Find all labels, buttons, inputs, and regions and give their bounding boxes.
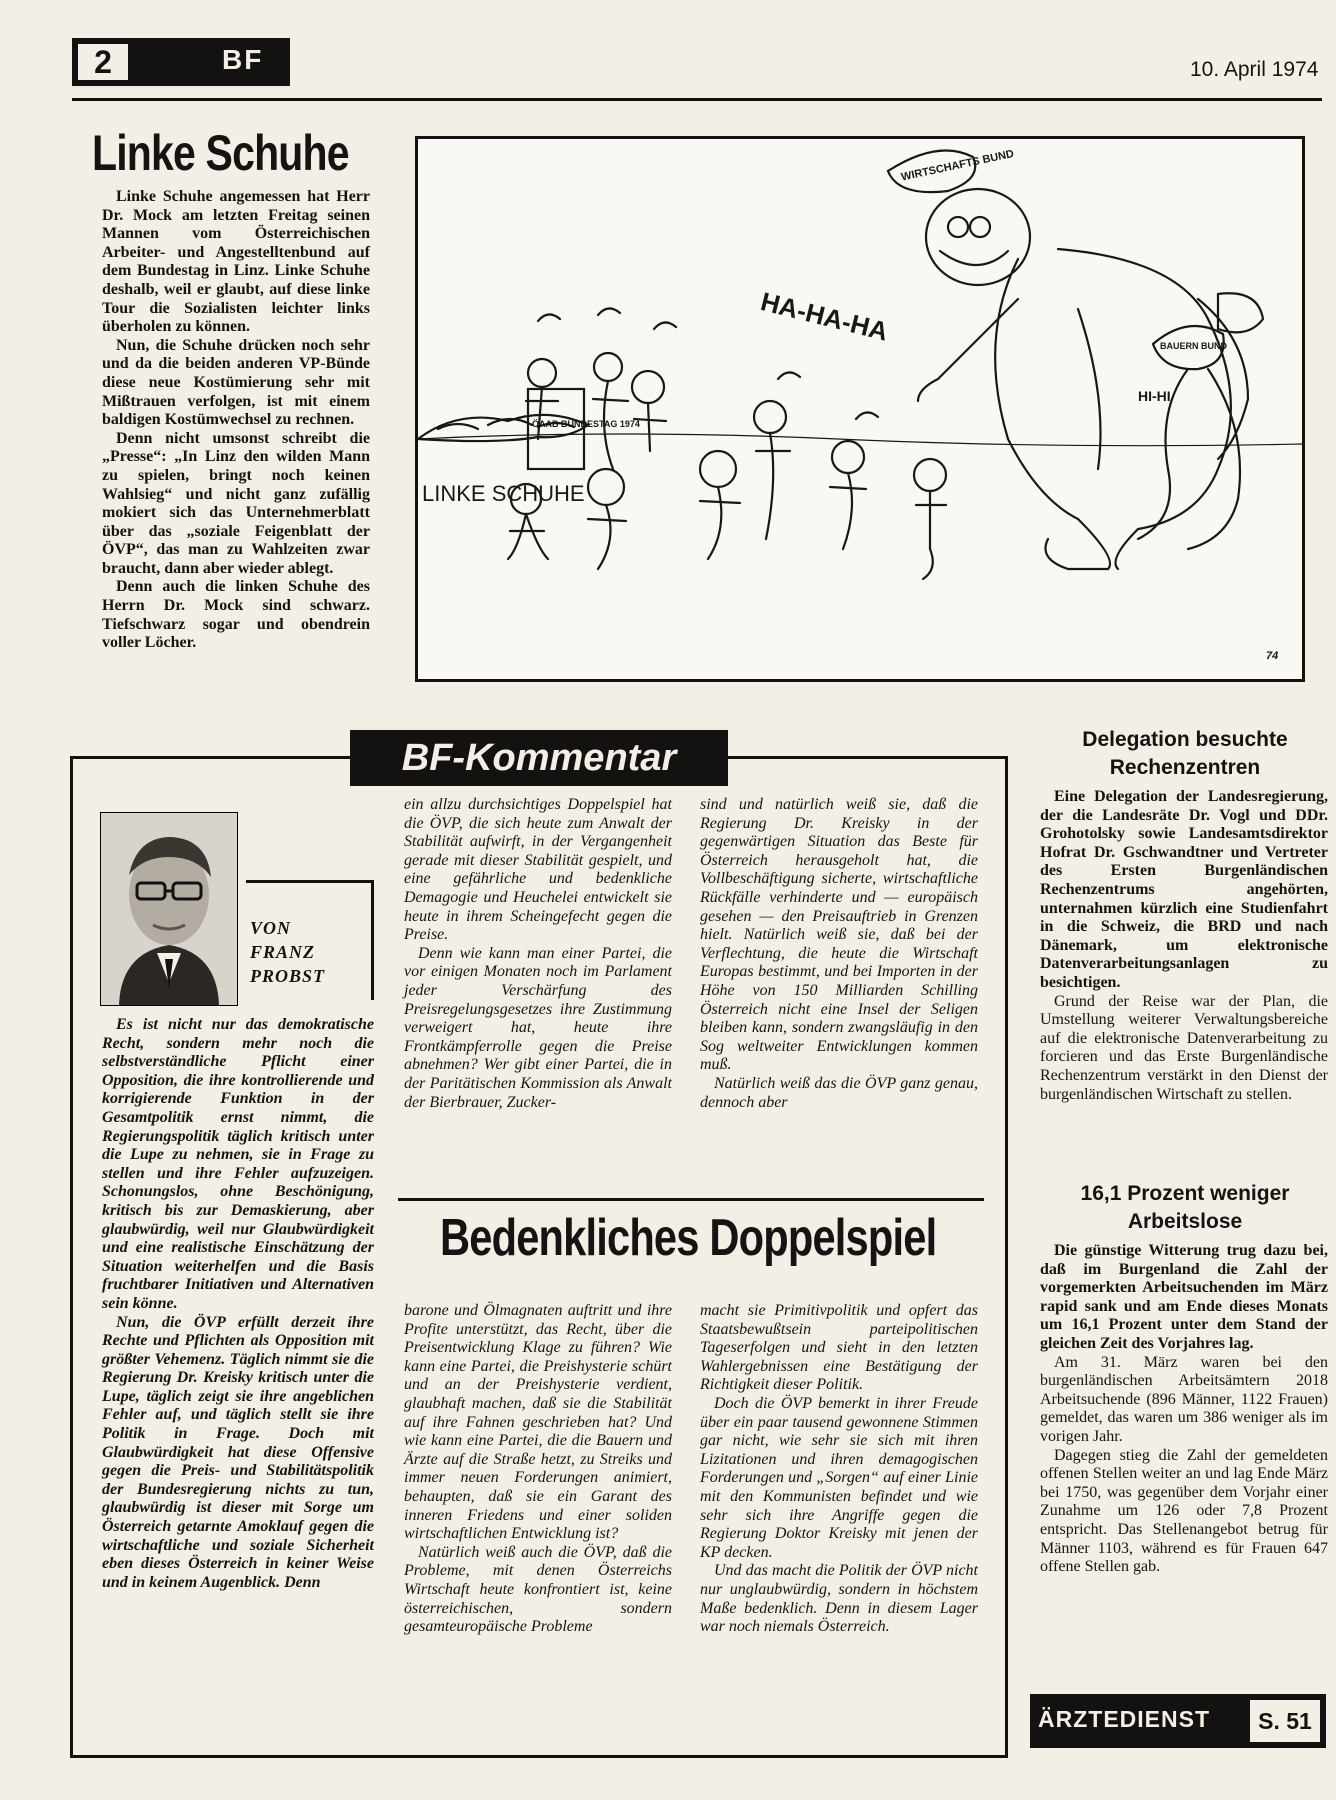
- byline: [250, 916, 325, 988]
- commentary-label: BF-Kommentar: [350, 730, 728, 786]
- byline-line: FRANZ: [250, 942, 316, 962]
- commentary-paragraph: Natürlich weiß das die ÖVP ganz genau, dennoch aber: [700, 1074, 978, 1111]
- commentary-column-3-lower: [700, 1302, 978, 1637]
- commentary-paragraph: Nun, die ÖVP erfüllt derzeit ihre Rechte und Pflichten als Opposition mit größter Vehemenz. Täglich nimmt sie die Regierung Dr. Kreisky kritisch unter die Lupe, täglich zeigt sie ihre angeblichen Fehler auf, und täglich stellt sie ihre Politik in Frage. Doch mit Glaubwürdigkeit hat diese Offensive gegen die Preis- und Stabilitätspolitik der Bundesregierung nichts zu tun, glaubwürdig ist dieser mit Sorge um Österreich getarnte Amoklauf gegen die wirtschaftliche und soziale Sicherheit eben dieses Österreich in keiner Weise und in keinem Augenblick. Denn: [102, 1313, 374, 1591]
- byline-line: VON: [250, 918, 292, 938]
- commentary-column-2-lower: [404, 1302, 672, 1637]
- byline-line: PROBST: [250, 966, 326, 986]
- commentary-paragraph: macht sie Primitivpolitik und opfert das Staatsbewußtsein parteipolitischen Tageserfolgen und sieht in den letzten Wahlergebnissen eine Bestätigung der Richtigkeit dieser Politik.: [700, 1302, 978, 1394]
- cartoon-caption: LINKE SCHUHE: [422, 481, 585, 506]
- cartoon-signature: 74: [1266, 650, 1279, 662]
- cartoon-hi-text: HI-HI: [1138, 388, 1171, 404]
- commentary-column-1: [102, 1016, 374, 1592]
- subtitle-rule: [398, 1198, 984, 1201]
- left-article-paragraph: Denn auch die linken Schuhe des Herrn Dr. Mock sind schwarz. Tiefschwarz sogar und obendrein voller Löcher.: [102, 578, 370, 652]
- left-article-paragraph: Denn nicht umsonst schreibt die „Presse“: „In Linz den wilden Mann zu spielen, bringt noch keinen Wahlsieg“ und nicht ganz zufällig mokiert sich das Unternehmerblatt über das „soziale Feigenblatt der ÖVP“, das man zu Wahlzeiten zwar braucht, dann aber wieder ablegt.: [102, 429, 370, 577]
- cartoon-crate-label: ÖAAB BUNDESTAG 1974: [532, 419, 640, 429]
- footer-page-reference: S. 51: [1248, 1698, 1322, 1744]
- left-article-body: [102, 188, 370, 653]
- commentary-paragraph: Natürlich weiß auch die ÖVP, daß die Probleme, mit denen Österreichs Wirtschaft heute konfrontiert ist, keine österreichischen, sondern gesamteuropäische Probleme: [404, 1543, 672, 1636]
- right-article-2-paragraph: Dagegen stieg die Zahl der gemeldeten offenen Stellen weiter an und lag Ende März bei 1750, was gegenüber dem Vorjahr einer Zunahme um 126 oder 7,8 Prozent entspricht. Das Stellenangebot betrug für Männer 1103, während es für Frauen 647 offene Stellen gab.: [1040, 1446, 1328, 1576]
- right-article-2-lead: Die günstige Witterung trug dazu bei, daß im Burgenland die Zahl der vorgemerkten Arbeitsuchenden im März rapid sank und am Ende dieses Monats um 16,1 Prozent unter dem Stand der gleichen Zeit des Vorjahres lag.: [1040, 1242, 1328, 1352]
- political-cartoon: [415, 136, 1305, 682]
- page-number: 2: [76, 42, 130, 82]
- commentary-column-3: [700, 796, 978, 1112]
- right-article-1-title: Delegation besuchte Rechenzentren: [1082, 728, 1288, 779]
- commentary-paragraph: Denn wie kann man einer Partei, die vor einigen Monaten noch im Parlament jeder Verschärfung des Preisregelungsgesetzes ihre Zustimmung verweigert hat, heute ihre Frontkämpferrolle gegen die Preise abnehmen? Wer gibt einer Partei, die in der Paritätischen Kommission als Anwalt der Bierbrauer, Zucker-: [404, 944, 672, 1111]
- cartoon-drawing: [418, 139, 1302, 679]
- commentary-paragraph: Es ist nicht nur das demokratische Recht, sondern mehr noch die selbstverständliche Pflicht einer Opposition, die ihre kontrollierende und korrigierende Funktion in der Gesamtpolitik ernst nimmt, die Regierungspolitik täglich kritisch unter die Lupe zu nehmen, sie in Frage zu stellen und ihre Fehler aufzuzeigen. Schonungslos, ohne Beschönigung, kritisch bis zur Demaskierung, aber glaubwürdig, weil nur Glaubwürdigkeit und eine realistische Einschätzung der Situation weiterhelfen und die Basis fruchtbarer Initiativen und Alternativen sein könne.: [102, 1016, 374, 1312]
- commentary-paragraph: Und das macht die Politik der ÖVP nicht nur unglaubwürdig, sondern in höchstem Maße bedenklich. Denn in diesem Lager war noch niemals Österreich.: [700, 1562, 978, 1636]
- header-rule: [72, 98, 1322, 101]
- commentary-column-2: [404, 796, 672, 1112]
- left-article-paragraph: Linke Schuhe angemessen hat Herr Dr. Mock am letzten Freitag seinen Mannen vom Österreichischen Arbeiter- und Angestelltenbund auf dem Bundestag in Linz. Linke Schuhe deshalb, weil er glaubt, auf diese linke Tour die Sozialisten leichter links überholen zu können.: [102, 188, 370, 336]
- author-portrait: [100, 812, 238, 1006]
- right-article-2-title: 16,1 Prozent weniger Arbeitslose: [1080, 1182, 1290, 1233]
- right-article-1-lead: Eine Delegation der Landesregierung, der die Landesräte Dr. Vogl und DDr. Grohotolsky sowie Landesamtsdirektor Hofrat Dr. Gschwandtner und Vertreter des Ersten Burgenländischen Rechenzentrums angehörten, unternahmen kürzlich eine Studienfahrt in die Schweiz, die BRD und nach Dänemark, um elektronische Datenverarbeitungsanlagen zu besichtigen.: [1040, 788, 1328, 991]
- cartoon-hat-label: WIRTSCHAFTS BUND: [900, 147, 1016, 184]
- commentary-paragraph: sind und natürlich weiß sie, daß die Regierung Dr. Kreisky in der gegenwärtigen Situation das Beste für Österreich herausgeholt hat, die Vollbeschäftigung sicherte, wirtschaftliche Rückfälle verhinderte und — europäisch gesehen — den Preisauftrieb in Grenzen hielt. Natürlich weiß sie, daß bei der Verflechtung, die heute die Wirtschaft Europas bestimmt, und bei Importen in der Höhe von 150 Milliarden Schilling Österreich nicht eine Insel der Seligen bleiben kann, sondern zwangsläufig in den Sog weltweiter Entwicklungen kommen muß.: [700, 796, 978, 1074]
- commentary-subtitle: Bedenkliches Doppelspiel: [440, 1209, 937, 1267]
- issue-date: 10. April 1974: [1190, 58, 1319, 81]
- commentary-paragraph: ein allzu durchsichtiges Doppelspiel hat die ÖVP, die sich heute zum Anwalt der Stabilität aufwirft, in der Vergangenheit gerade mit dieser Stabilität gespielt, und eine gefährliche und bedenkliche Demagogie und Heuchelei entwickelt sie heute in ihrem Scheingefecht gegen die Preise.: [404, 796, 672, 944]
- cartoon-farmer-hat-label: BAUERN BUND: [1160, 341, 1227, 351]
- right-article-2-body: [1040, 1242, 1328, 1577]
- right-article-2-paragraph: Am 31. März waren bei den burgenländischen Arbeitsämtern 2018 Arbeitsuchende (896 Männer, 1122 Frauen) gemeldet, das waren um 386 weniger als im vorigen Jahr.: [1040, 1353, 1328, 1445]
- commentary-paragraph: Doch die ÖVP bemerkt in ihrer Freude über ein paar tausend gewonnene Stimmen gar nicht, wie sehr sie sich mit ihren Lizitationen und ihren demagogischen Forderungen und „Sorgen“ auf einer Linie mit den Kommunisten befindet und wie sehr sich ihre Angriffe gegen die Regierung Doktor Kreisky mit jenen der KP decken.: [700, 1394, 978, 1561]
- right-article-1-paragraph: Grund der Reise war der Plan, die Umstellung weiterer Verwaltungsbereiche auf die elektronische Datenverarbeitung zu forcieren und das Erste Burgenländische Rechenzentrum verstärkt in den Dienst der burgenländischen Wirtschaft zu stellen.: [1040, 992, 1328, 1103]
- right-article-1-body: [1040, 788, 1328, 1104]
- left-article-paragraph: Nun, die Schuhe drücken noch sehr und da die beiden anderen VP-Bünde diese neue Kostümierung sehr mit Mißtrauen verfolgen, ist mit einem baldigen Kostümwechsel zu rechnen.: [102, 336, 370, 429]
- cartoon-laugh-text: HA-HA-HA: [757, 286, 892, 347]
- left-article-title: Linke Schuhe: [92, 125, 349, 181]
- commentary-paragraph: barone und Ölmagnaten auftritt und ihre Profite unterstützt, das Recht, über die Preisentwicklung Klage zu führen? Wie kann eine Partei, die Preishysterie schürt und an der Preishysterie verdient, glaubhaft machen, daß sie die Stabilität auf ihre Fahnen geschrieben hat? Und wie kann eine Partei, die die Bauern und Ärzte auf die Straße hetzt, zu Streiks und immer neuen Forderungen animiert, behaupten, daß sie ein Garant des inneren Friedens und einer soliden wirtschaftlichen Entwicklung ist?: [404, 1302, 672, 1543]
- footer-section-label: ÄRZTEDIENST: [1038, 1706, 1210, 1732]
- section-label: BF: [222, 44, 264, 75]
